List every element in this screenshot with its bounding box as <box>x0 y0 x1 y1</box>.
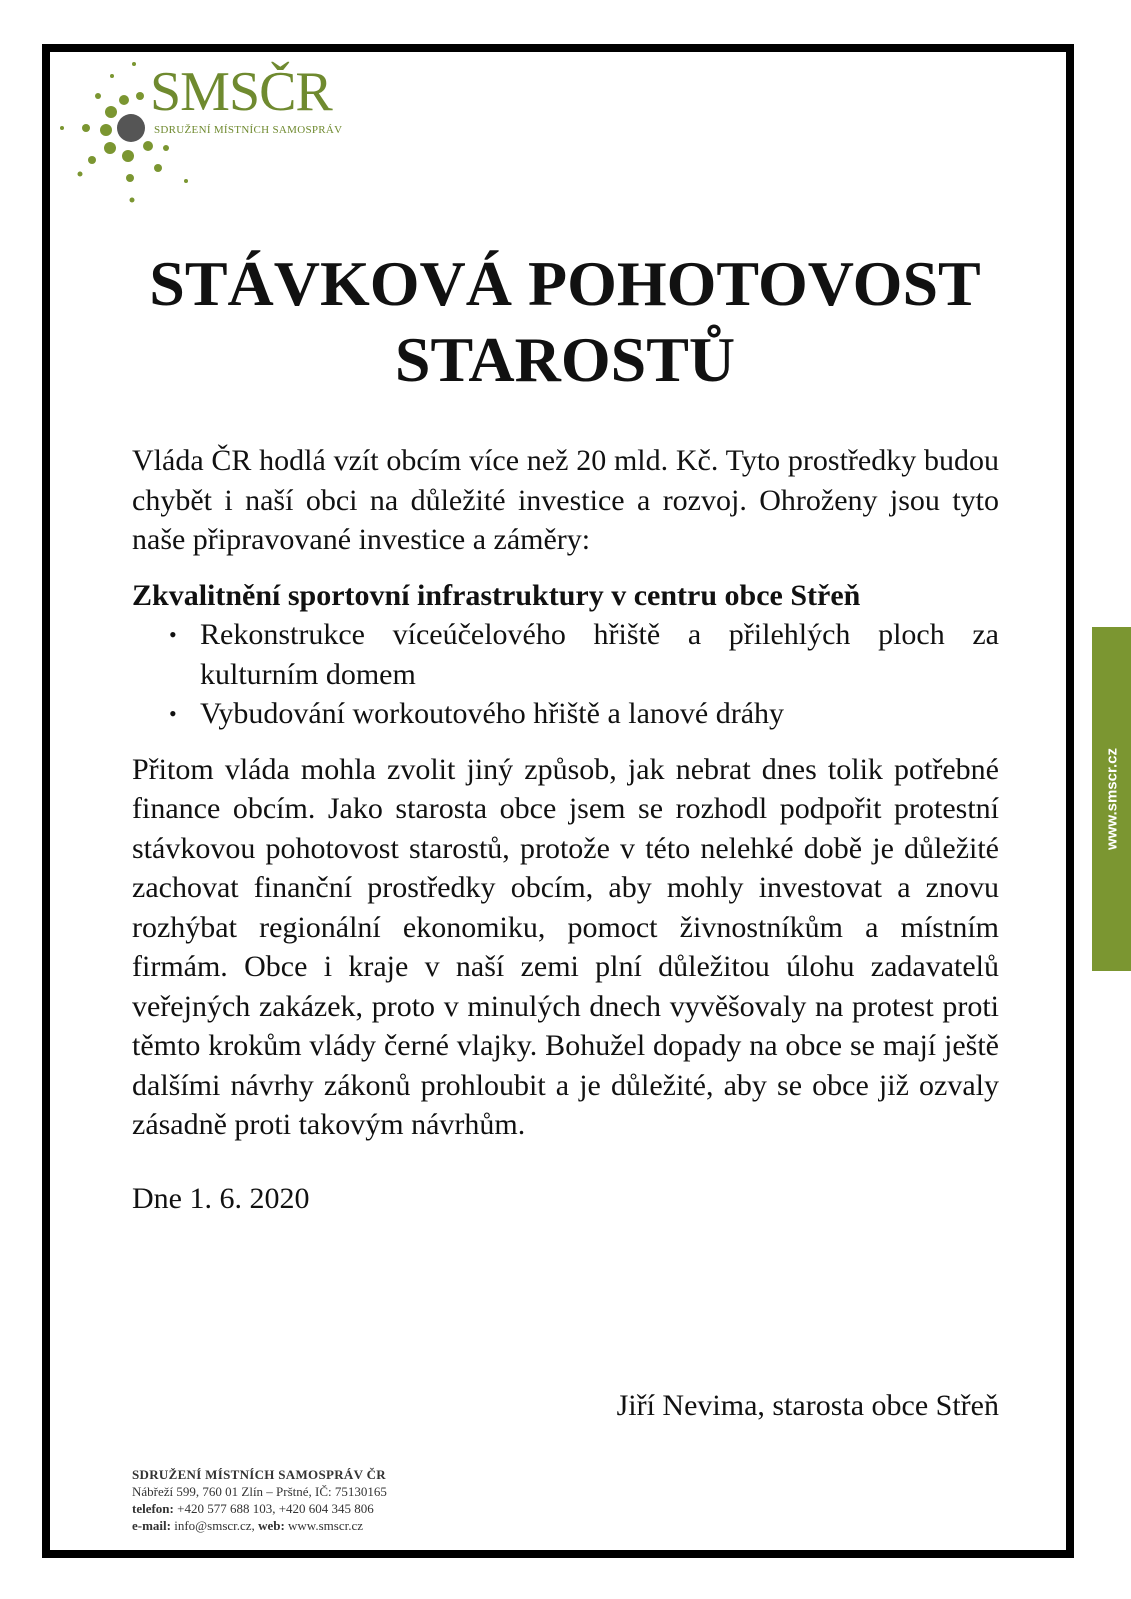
footer-email-line <box>132 1517 552 1534</box>
logo-subtitle: SDRUŽENÍ MÍSTNÍCH SAMOSPRÁV <box>154 124 343 136</box>
footer-org-name: SDRUŽENÍ MÍSTNÍCH SAMOSPRÁV ČR <box>132 1467 386 1482</box>
main-paragraph: Přitom vláda mohla zvolit jiný způsob, jak nebrat dnes tolik potřebné finance obcím. Jako starosta obce jsem se rozhodl podpořit protestní stávkovou pohotovost starostů, protože v této nelehké době je důležité zachovat finanční prostředky obcím, aby mohly investovat a znovu rozhýbat regionální ekonomiku, pomoct živnostníkům a místním firmám. Obce i kraje v naší zemi plní důležitou úlohu zadavatelů veřejných zakázek, proto v minulých dnech vyvěšovaly na protest proti těmto krokům vlády černé vlajky. Bohužel dopady na obce se mají ještě dalšími návrhy zákonů prohloubit a je důležité, aby se obce již ozvaly zásadně proti takovým návrhům. <box>132 752 999 1141</box>
project-heading: Zkvalitnění sportovní infrastruktury v centru obce Střeň <box>132 578 861 612</box>
footer-address: Nábřeží 599, 760 01 Zlín – Prštné, IČ: 75130165 <box>132 1484 387 1499</box>
footer-phone: +420 577 688 103, +420 604 345 806 <box>177 1501 374 1516</box>
footer-phone-label: telefon: <box>132 1501 174 1516</box>
page-title <box>100 246 1030 398</box>
title-line-1: STÁVKOVÁ POHOTOVOST <box>149 248 981 319</box>
intro-paragraph: Vláda ČR hodlá vzít obcím více než 20 mld. Kč. Tyto prostředky budou chybět i naší obci na důležité investice a rozvoj. Ohroženy jsou tyto naše připravované investice a záměry: <box>132 444 999 556</box>
list-item-text: Vybudování workoutového hřiště a lanové dráhy <box>200 697 785 730</box>
list-item <box>132 694 999 734</box>
list-item-text: Rekonstrukce víceúčelového hřiště a přilehlých ploch za kulturním domem <box>200 618 999 691</box>
list-item <box>132 615 999 694</box>
logo-wordmark: SMSČR <box>150 61 332 123</box>
website-side-tab <box>1092 627 1131 971</box>
footer-web-link[interactable]: www.smscr.cz <box>288 1518 364 1533</box>
bullet-icon: • <box>169 701 177 726</box>
footer-email-label: e-mail: <box>132 1518 171 1533</box>
footer-email-link[interactable]: info@smscr.cz, <box>174 1518 255 1533</box>
bullet-icon: • <box>169 622 177 647</box>
website-side-tab-label: www.smscr.cz <box>1103 748 1120 850</box>
letter-body <box>132 441 999 1218</box>
document-date: Dne 1. 6. 2020 <box>132 1181 310 1215</box>
signature-line: Jiří Nevima, starosta obce Střeň <box>616 1389 999 1422</box>
footer-phone-line <box>132 1500 552 1517</box>
footer-web-label: web: <box>258 1518 285 1533</box>
title-line-2: STAROSTŮ <box>394 324 736 395</box>
footer-contact <box>132 1466 552 1534</box>
investment-list <box>132 615 999 734</box>
